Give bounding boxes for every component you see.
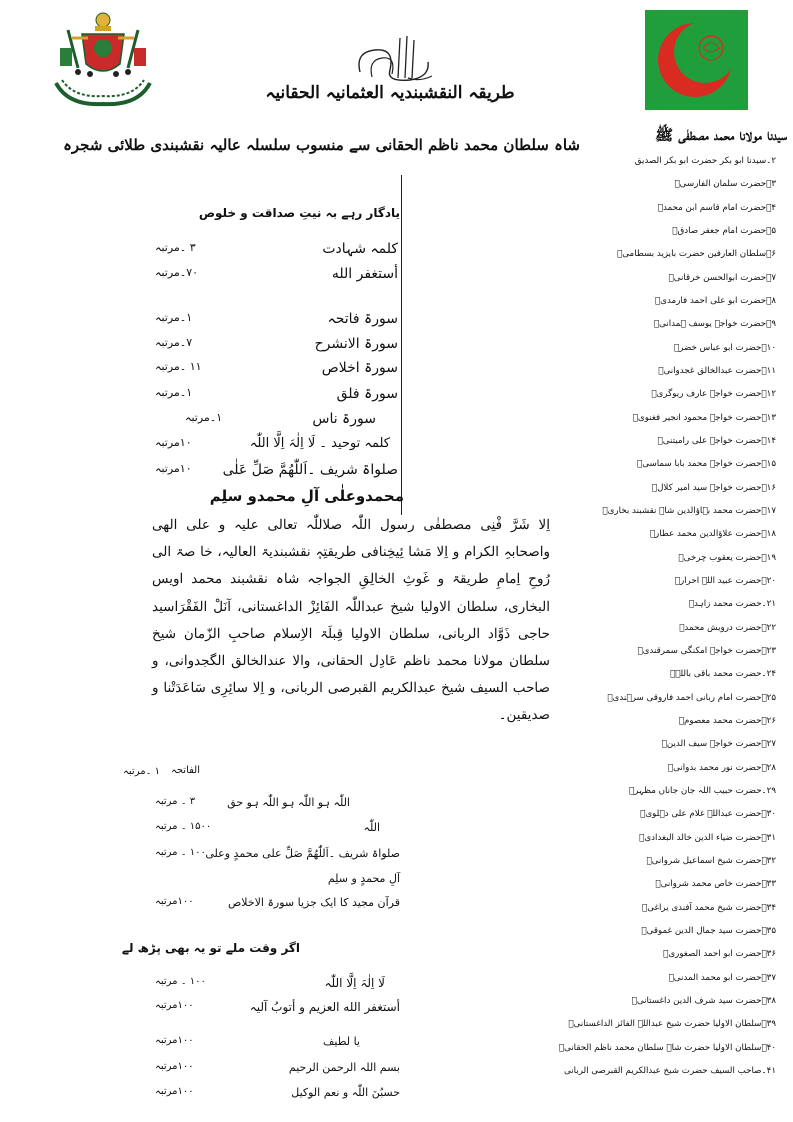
zikr-count: ۱۔مرتبہ [185,411,223,424]
shajra-item: ۲۲۔حضرت درویش محمدؒ [679,622,776,633]
column-divider [401,175,402,515]
zikr-count: ۳ ۔مرتبہ [155,241,196,254]
zikr-row [155,896,400,914]
zikr-text: یا لطیف [323,1035,360,1048]
zikr-count: ۱۰۰مرتبہ [155,896,194,907]
zikr-text: حسبُنَ اللّٰہ و نعم الوکیل [291,1086,400,1099]
shajra-item: ۲۸۔حضرت نور محمد بدوانیؒ [667,762,776,773]
zikr-row [155,360,398,384]
shajra-item: ۳۰۔حضرت عبداللہ غلام علی دہلویؒ [640,809,776,820]
zikr-row [155,1000,400,1018]
zikr-row [155,976,385,994]
shajra-item: ۴۱۔صاحب السیف حضرت شیخ عبدالکریم القبرصی الربانی [563,1065,776,1076]
zikr-row [155,847,400,865]
zikr-count: ۱۰۰مرتبہ [155,1000,194,1011]
shajra-item: ۲۹۔حضرت حبیب اللہ جان جاناں مظہرؒ [628,785,776,796]
zikr-row [155,872,400,890]
shajra-item: ۳۷۔حضرت ابو محمد المدنیؒ [668,972,776,983]
zikr-row [155,386,398,410]
zikr-text: سورۃ فلق [336,386,398,402]
zikr-count: ۱۱ ۔مرتبہ [155,360,202,373]
shajra-item: ۱۱۔حضرت عبدالخالق غجدوانیؒ [658,365,776,376]
shajra-item: ۴۔حضرت امام قاسم ابن محمدؒ [657,202,776,213]
zikr-count: ۱۰مرتبہ [155,436,192,449]
shajra-item: ۳۱۔حضرت ضیاء الدین خالد البغدادیؒ [639,832,776,843]
shajra-item: ۱۶۔حضرت خواجہ سید امیر کلالؒ [651,482,776,493]
dua-paragraph: اِلا شَرَّ فْنِی مصطفٰی رسول اللّٰہ صلاللّٰہ تعالی علیہ و علی الهی واصحابہِ الکرام و اِلا مَشا ئِیخِنافی طریقتِہٖ نقشبندیۃ العالیہ، خا صۃ الی رُوحِ اِمامِ طریقۃ و غَوثِ الخالِقِ الجواجہ شاہ نقشبند محمد اویس البخاری، سلطان الاولیا شیخ عبداللّٰہ الفَائِزْ الداغستانی، آنَلْ الفَقْرَاسید حاجی ذَوَّاد الربانی، سلطان الاولیا قِبلَۃ الاِسلام صاحبِ الزّمان شیخ سلطان مولانا محمد ناظم عَادِل الحقانی، والا عندالخالق الگجدوانی، و صاحب السیف شیخ عبدالکریم القبرصی الربانی، و اِلا سائِرِی سَاعَدَتْنا و صدیقین۔ [152,517,551,724]
zikr-text: بسم اللہ الرحمن الرحیم [288,1061,400,1074]
shajra-item: ۹۔حضرت خواجہ یوسف ہمدانیؒ [653,319,776,330]
shajra-item: ۲۵۔حضرت امام ربانی احمد فاروقی سرہندیؒ [607,692,776,703]
zikr-text: سورۃ اخلاص [321,360,398,376]
shajra-item: ۶۔سلطان العارفین حضرت بایزید بسطامیؒ [617,249,776,260]
zikr-text: لَا اِلٰہَ اِلَّا اللّٰہ [324,976,385,990]
zikr-count: ۳ ۔ مرتبہ [155,796,196,807]
page-subtitle: شاہ سلطان محمد ناظم الحقانی سے منسوب سلسلہ عالیہ نقشبندی طلائی شجرہ [63,136,580,154]
zikr-text: سورۃ الانشرح [314,336,398,352]
zikr-count: ۱۰۰مرتبہ [155,1035,194,1046]
shajra-item: ۴۰۔سلطان الاولیا حضرت شاہ سلطان محمد ناظم الحقانیؒ [558,1042,776,1053]
zikr-count: ۱۔مرتبہ [155,311,193,324]
zikr-text: قرآن مجید کا ایک جزیا سورۃ الاخلاص [227,896,400,909]
zikr-text: آلِ محمدٍ و سلِم [327,872,400,885]
emblem-icon [48,8,158,108]
zikr-text: سورۃ ناس [312,411,376,427]
shajra-heading: سیدنا مولانا محمد مصطفٰی ﷺ [654,126,787,144]
zikr-count: ۱۰۰مرتبہ [155,1086,194,1097]
zikr-row [155,336,398,360]
zikr-count: ۱۰مرتبہ [155,462,192,475]
shajra-item: ۳۳۔حضرت خاص محمد شروانیؒ [655,879,776,890]
zikr-text: سورۃ فاتحہ [327,311,398,327]
zikr-row [155,821,400,839]
shajra-item: ۲۳۔حضرت خواجہ امکنگی سمرقندیؒ [637,645,776,656]
shajra-item: ۱۲۔حضرت خواجہ عارف ریوگریؒ [651,389,776,400]
zikr-row [155,311,398,335]
zikr-row [155,796,400,814]
zikr-row [155,436,398,460]
zikr-row [155,1035,360,1053]
shajra-item: ۳۔حضرت سلمان الفارسیؓ [674,179,776,190]
shajra-item: ۲۴۔حضرت محمد باقی باللہؒ [670,669,776,680]
shajra-item: ۱۹۔حضرت یعقوب چرخیؒ [678,552,776,563]
optional-heading: اگر وقت ملے تو یہ بھی پڑھ لے [121,941,300,955]
shajra-item: ۲۰۔حضرت عبید اللہ احرارؒ [674,575,776,586]
zikr-text: کلمہ توحید ۔ لَا اِلٰہَ اِلَّا اللّٰہ [249,436,390,451]
shajra-item: ۵۔حضرت امام جعفر صادقؒ [672,225,776,236]
zikr-count: ۱۰۰ ۔ مرتبہ [155,976,206,987]
fatiha-count: ۱ ۔مرتبہ [123,766,160,777]
shajra-item: ۳۴۔حضرت شیخ محمد آفندی یراغیؒ [641,902,776,913]
zikr-row [155,411,398,435]
shajra-item: ۱۵۔حضرت خواجہ محمد بابا سماسیؒ [637,459,776,470]
shajra-item: ۲۷۔حضرت خواجہ سیف الدینؒ [661,739,776,750]
zikr-count: ۱۔مرتبہ [155,386,193,399]
crescent-flag-icon [645,10,748,110]
page-title: طریقہ النقشبندیہ العثمانیہ الحقانیہ [265,83,515,103]
shajra-item: ۲۶۔حضرت محمد معصومؒ [678,715,776,726]
zikr-subheading: یادگار رہے بہ نیتِ صداقت و خلوص [198,206,400,220]
zikr-text: کلمہ شہادت [322,241,398,257]
zikr-text: صلواۃ شریف ۔اَللّٰهُمَّ صَلِّ عَلٰی [222,462,398,478]
zikr-text: صلواۃ شریف ۔اَللّٰهُمَّ صَلِّ علی محمدٍ وعلی [205,847,400,860]
shajra-item: ۱۷۔حضرت محمد بہاؤالدین شاہ نقشبند بخاریؒ [602,505,776,516]
shajra-item: ۳۸۔حضرت سید شرف الدین داغستانیؒ [631,995,776,1006]
zikr-count: ۱۰۰مرتبہ [155,1061,194,1072]
zikr-count: ۷۔مرتبہ [155,336,193,349]
zikr-text: اللّٰہ [363,821,380,834]
zikr-row [155,241,398,265]
zikr-count: ۱۰۰ ۔ مرتبہ [155,847,206,858]
zikr-count: ۷۰۔مرتبہ [155,266,199,279]
shajra-item: ۳۹۔سلطان الاولیا حضرت شیخ عبداللہ الفائز الداغستانیؒ [568,1019,776,1030]
zikr-row [155,1086,400,1104]
zikr-row [155,266,398,290]
shajra-item: ۱۳۔حضرت خواجہ محمود انجیر فغنویؒ [632,412,776,423]
zikr-count: ۱۵۰۰ ۔ مرتبہ [155,821,212,832]
shajra-item: ۳۵۔حضرت سید جمال الدین غموقیؒ [641,925,776,936]
zikr-row [155,462,398,486]
zikr-row [155,1061,400,1079]
shajra-item: ۲۔سیدنا ابو بکر حضرت ابو بکر الصدیق [634,156,776,166]
shajra-item: ۳۲۔حضرت شیخ اسماعیل شروانیؒ [646,855,776,866]
zikr-text: اللّٰہ ہو اللّٰہ ہو اللّٰہ ہو حق [227,796,350,809]
fatiha-label: الفاتحہ [170,765,200,776]
shajra-item: ۲۱۔حضرت محمد زاہدؒ [688,599,776,610]
shajra-item: ۱۸۔حضرت علاؤالدین محمد عطارؒ [649,529,776,540]
shajra-item: ۷۔حضرت ابوالحسن خرقانیؒ [668,272,776,283]
shajra-item: ۳۶۔حضرت ابو احمد الصغوریؒ [663,949,776,960]
shajra-item: ۱۴۔حضرت خواجہ علی رامیتنیؒ [657,435,776,446]
shajra-item: ۱۰۔حضرت ابو عباس خضرؑ [673,342,776,353]
zikr-text: أستغفر الله العزیم و أتوبُ آلیہ [249,1000,400,1014]
zikr-text: أستغفر الله [331,266,398,282]
tughra-icon [350,32,435,87]
shajra-item: ۸۔حضرت ابو علی احمد فارمدیؒ [654,295,776,306]
durood-line: محمدوعلٰی آلِ محمدو سلِم [209,487,404,505]
